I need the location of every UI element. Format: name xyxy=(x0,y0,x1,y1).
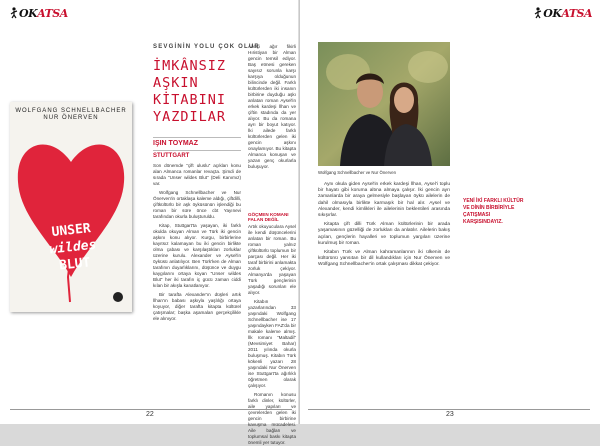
paragraph: Kitapta çift dilli Türk Alman kültürlerinin bir arada yaşamasının güzelliği de zorlukları da anlatılır. Ailelerin bakış açıları, gençlerin hayalleri ve toplumun yargıları üzerine kurulmuş bir roman. xyxy=(318,222,450,246)
figure-icon xyxy=(533,7,543,19)
right-page xyxy=(300,0,600,424)
pull-quote: YENİ İKİ FARKLI KÜLTÜR VE DİNİN BİRBİRİYLE ÇATIŞMASI KARŞISINDAYIZ. xyxy=(463,198,524,225)
figure-icon xyxy=(9,7,19,19)
footer-rule xyxy=(10,409,292,410)
page-number: 23 xyxy=(446,411,454,418)
book-title-line: BLUT xyxy=(58,255,92,274)
paragraph: Wolfgang Schnellbacher ve Nur Önerven'in ortaklaşa kaleme aldığı, çiftdilli, çiftkültürlü bir aşk öyküsünün işlendiği bu roman bir süre önce cbt Yayınevi tarafından okurla buluşturuldu. xyxy=(153,190,241,219)
article-kicker: SEVGİNİN YOLU ÇOK OLUR xyxy=(153,44,260,50)
magazine-logo xyxy=(9,6,68,20)
logo-text: OK xyxy=(19,6,38,20)
paragraph: Artık okuyuculara Aysel ile kendi düşüncelerini anlatan bir roman. Bu roman yalnız çiftkültürlü toplumun bir parçası değil. Her iki taraf birbirini anlamakta zorluk çekiyor. Almanya'da yaşayan Türk gençlerinin yaşadığı sorunları ele alıyor. xyxy=(248,224,296,295)
paragraph: Bir tarafta Alexander'ın düşleri artık İlhan'ın babası aşkıyla yaşlılığı ortaya koyuyor, diğer tarafta kitapta kültürel çatışmalar; başka aşamaları gerçekçilikle ele alınıyor. xyxy=(153,292,241,321)
author-photo xyxy=(318,42,450,166)
body-column-2-bottom xyxy=(248,224,296,445)
book-authors: WOLFGANG SCHNELLBACHER NUR ÖNERVEN xyxy=(15,108,127,121)
article-author: IŞIN TOYMAZ xyxy=(153,140,198,147)
book-title-line: wildes xyxy=(48,237,98,258)
book-title xyxy=(26,217,121,277)
article-city: STUTTGART xyxy=(153,153,190,159)
left-page xyxy=(0,0,300,445)
paragraph: Kitabın Türk ve Alman kahramanlarının iki ülkenin de kültürünü yansıtan bir dil kullandıkları için Nur Önerven ve Wolfgang Schnellbacher'in ortak çalışması dikkat çekiyor. xyxy=(318,250,450,268)
magazine-logo xyxy=(533,6,592,20)
divider xyxy=(153,137,241,138)
couple-photo-illustration xyxy=(318,42,450,166)
title-line: YAZDILAR xyxy=(153,109,227,125)
footer-rule xyxy=(308,409,590,410)
article-title xyxy=(153,58,243,126)
logo-text: OK xyxy=(543,6,562,20)
book-title-line: UNSER xyxy=(50,221,92,241)
logo-suffix: ATSA xyxy=(561,6,592,20)
paragraph: Son dönemde “çift uluslu” açıkları konu alan Almanca romanlar revaçta. Şimdi de sırada “Unser wildes Blut” (Deli Kanımız) var. xyxy=(153,163,241,186)
body-column-right xyxy=(318,182,450,410)
paragraph: Kitabın yazarlarından 33 yaşındaki Wolfgang Schnellbacher ise 17 yaşındayken FAZ'da bir makale kaleme almış. İlk romanı “Maltadil” (Mevsimiyet Bahar) 2011 yılında okurla buluşmuş. Kitabın Türk kökenli yazarı 28 yaşındaki Nur Önerven ise Stuttgart'ta ağırlıklı öğretmen olarak çalışıyor. xyxy=(248,299,296,388)
photo-caption: Wolfgang Schnellbacher ve Nur Önerven xyxy=(318,170,397,175)
heart-illustration xyxy=(10,102,132,312)
title-line: KİTABINI xyxy=(153,92,227,108)
body-column-1 xyxy=(153,163,241,413)
title-line: AŞKIN xyxy=(153,75,199,91)
section-subhead: GÖÇMEN KOMANI FALAN DEĞİL xyxy=(248,212,289,222)
divider xyxy=(153,150,241,151)
logo-suffix: ATSA xyxy=(37,6,68,20)
paragraph: Kitap, Stuttgart'ta yaşayan, iki farklı okulda okuyan Alman ve Türk iki gencin aşkını konu alıyor. Kurgu, birbirlerine kayıtsız kalamayan bu iki gencin birlikte olma çabası ve karşılaştıkları zorluklar üzerine kurulu. Alexander ve Aysel'in öyküsü anlatılıyor. Ben Türk'ken de Alman tarafının duyarlıklarını, düşünce ve duygu kaygılarını ortaya koyan “Unser wildes Blut” her iki tarafın iç gücü zaman ciddi kılan bir akışla kanatlanıyor. xyxy=(153,223,241,288)
paragraph: Aynı okula giden Aysel'in erkek kardeşi İlhan, Aysel'i toplu bir hayatı gibi koruma altına almaya çalışır. İki gencin ayrı zamanlarda bir araya gelmesiyle başlayan öykü ailelerin de dahil olmasıyla birlikte karmaşık bir hal alır. Aysel ve Alexander, kendi kimlikleri ile ailelerinin beklentileri arasında sıkışırlar. xyxy=(318,182,450,219)
book-cover xyxy=(10,102,132,312)
paragraph: Romanın konusu farklı dinler, kültürler, aile yapıları ve çevrelerden gelen iki gencin birbirine kavuşma mücadelesi. Aile bağları ve toplumsal baskı kitapta önemli yer tutuyor. xyxy=(248,392,296,445)
body-column-2-top xyxy=(248,44,296,208)
paragraph: Aileiçi ağır fikirli Hıristiyan bir Alman gencin temsil ediyor. Baş etmesi gereken sayısız sorunla karşı karşıya olduğunun bilincinde değil. Farklı kültürlerden iki insanın birbirine duyduğu aşkı anlatan roman Aysel'in erkek kardeşi İlhan ve çiftin stadında da yer alıyor. Bu da romana ayrı bir boyut katıyor. İki ailede farklı kültürlerden gelen iki gencin aşkını onaylamıyor. Bu kitapta Almanca konuşan ve yazan genç okurlarla buluşuyor. xyxy=(248,44,296,169)
title-line: İMKÂNSIZ xyxy=(153,58,227,74)
page-number: 22 xyxy=(146,411,154,418)
